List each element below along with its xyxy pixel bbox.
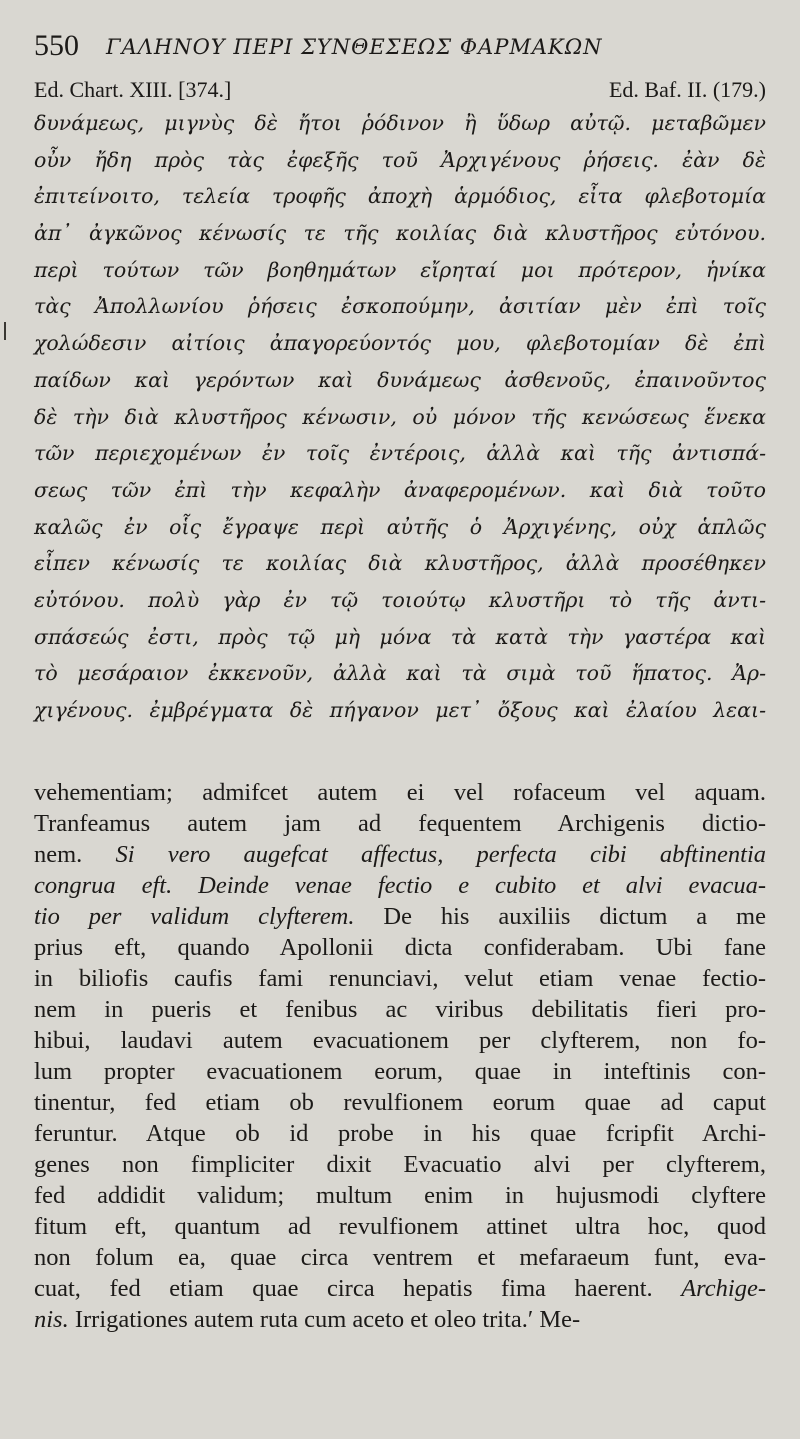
greek-line: εἶπεν κένωσίς τε κοιλίας διὰ κλυστῆρος, ἀλλὰ προσέθηκεν (34, 551, 766, 576)
latin-italic-segment: Archige- (681, 1275, 766, 1302)
greek-line: σπάσεώς ἐστι, πρὸς τῷ μὴ μόνα τὰ κατὰ τὴν γαστέρα καὶ (34, 624, 766, 649)
greek-line: παίδων καὶ γερόντων καὶ δυνάμεως ἀσθενοῦς, ἐπαινοῦντος (34, 367, 766, 392)
edition-chartier: Ed. Chart. XIII. [374.] (34, 77, 232, 102)
latin-segment: De his auxiliis dictum a me (354, 903, 766, 930)
greek-line: τῶν περιεχομένων ἐν τοῖς ἐντέροις, ἀλλὰ καὶ τῆς ἀντισπά- (34, 441, 766, 466)
latin-italic-segment: tio per validum clyfterem. (34, 903, 355, 930)
latin-segment: nem in pueris et fenibus ac viribus debilitatis fieri pro- (34, 996, 766, 1023)
greek-line: χιγένους. ἐμβρέγματα δὲ πήγανον μετ᾽ ὄξους καὶ ἐλαίου λεαι- (34, 698, 766, 722)
latin-line (34, 1180, 766, 1211)
greek-line: τὰς Ἀπολλωνίου ῥήσεις ἐσκοπούμην, ἀσιτίαν μὲν ἐπὶ τοῖς (34, 294, 766, 319)
latin-segment: feruntur. Atque ob id probe in his quae fcripfit Archi- (34, 1120, 766, 1147)
latin-segment: hibui, laudavi autem evacuationem per clyfterem, non fo- (34, 1027, 766, 1054)
latin-line (34, 870, 766, 901)
latin-line (34, 1273, 766, 1304)
page-title: ΓΑΛΗΝΟΥ ΠΕΡΙ ΣΥΝΘΕΣΕΩΣ ΦΑΡΜΑΚΩΝ (106, 35, 603, 59)
latin-line (34, 932, 766, 963)
latin-segment: cuat, fed etiam quae circa hepatis fima haerent. (34, 1275, 682, 1302)
latin-line (34, 901, 766, 932)
latin-segment: lum propter evacuationem eorum, quae in inteftinis con- (34, 1058, 766, 1085)
latin-segment: fitum eft, quantum ad revulfionem attinet ultra hoc, quod (34, 1213, 766, 1240)
greek-line: καλῶς ἐν οἷς ἔγραψε περὶ αὐτῆς ὁ Ἀρχιγένης, οὐχ ἁπλῶς (34, 514, 766, 539)
running-head (34, 30, 774, 70)
latin-line (34, 839, 766, 870)
greek-line: περὶ τούτων τῶν βοηθημάτων εἴρηταί μοι πρότερον, ἡνίκα (34, 257, 766, 282)
latin-line (34, 808, 766, 839)
greek-text-block (34, 105, 766, 729)
page-number: 550 (34, 29, 79, 62)
latin-line (34, 1025, 766, 1056)
latin-segment: non folum ea, quae circa ventrem et mefaraeum funt, eva- (34, 1244, 766, 1271)
edition-line (34, 76, 766, 106)
latin-segment: vehementiam; admifcet autem ei vel rofaceum vel aquam. (34, 779, 766, 806)
greek-line: δὲ τὴν διὰ κλυστῆρος κένωσιν, οὐ μόνον τῆς κενώσεως ἕνεκα (34, 404, 766, 429)
latin-line (34, 1087, 766, 1118)
latin-text-block (34, 777, 766, 1335)
latin-line (34, 1118, 766, 1149)
edition-basel: Ed. Baf. II. (179.) (608, 77, 766, 102)
latin-segment: nem. (34, 841, 116, 868)
latin-segment: genes non fimpliciter dixit Evacuatio alvi per clyfterem, (34, 1151, 766, 1178)
latin-italic-segment: nis. (34, 1306, 69, 1333)
latin-segment: fed addidit validum; multum enim in hujusmodi clyftere (34, 1182, 766, 1209)
latin-italic-segment: congrua eft. Deinde venae fectio e cubito et alvi evacua- (34, 872, 766, 899)
greek-line: σεως τῶν ἐπὶ τὴν κεφαλὴν ἀναφερομένων. καὶ διὰ τοῦτο (34, 477, 766, 502)
greek-line: εὐτόνου. πολὺ γὰρ ἐν τῷ τοιούτῳ κλυστῆρι τὸ τῆς ἀντι- (34, 587, 766, 612)
margin-mark (4, 322, 6, 340)
latin-line (34, 1056, 766, 1087)
latin-line (34, 1304, 766, 1335)
latin-line (34, 963, 766, 994)
latin-segment: prius eft, quando Apollonii dicta confiderabam. Ubi fane (34, 934, 766, 961)
greek-line: χολώδεσιν αἰτίοις ἀπαγορεύοντός μου, φλεβοτομίαν δὲ ἐπὶ (34, 331, 766, 356)
greek-line: ἀπ᾽ ἀγκῶνος κένωσίς τε τῆς κοιλίας διὰ κλυστῆρος εὐτόνου. (34, 221, 766, 246)
latin-segment: Irrigationes autem ruta cum aceto et oleo trita.′ Me- (68, 1306, 581, 1333)
latin-segment: tinentur, fed etiam ob revulfionem eorum quae ad caput (34, 1089, 766, 1116)
latin-line (34, 1211, 766, 1242)
greek-line: ἐπιτείνοιτο, τελεία τροφῆς ἀποχὴ ἁρμόδιος, εἶτα φλεβοτομία (34, 184, 766, 209)
greek-line: οὖν ἤδη πρὸς τὰς ἐφεξῆς τοῦ Ἀρχιγένους ῥήσεις. ἐὰν δὲ (34, 147, 766, 172)
latin-segment: in biliofis caufis fami renunciavi, velut etiam venae fectio- (34, 965, 766, 992)
latin-segment: Tranfeamus autem jam ad fequentem Archigenis dictio- (34, 810, 766, 837)
latin-line (34, 1242, 766, 1273)
latin-line (34, 777, 766, 808)
latin-line (34, 1149, 766, 1180)
latin-line (34, 994, 766, 1025)
greek-line: τὸ μεσάραιον ἐκκενοῦν, ἀλλὰ καὶ τὰ σιμὰ τοῦ ἥπατος. Ἀρ- (34, 661, 766, 686)
greek-line: δυνάμεως, μιγνὺς δὲ ἤτοι ῥόδινον ἢ ὕδωρ αὐτῷ. μεταβῶμεν (34, 111, 766, 135)
latin-italic-segment: Si vero augefcat affectus, perfecta cibi abftinentia (115, 841, 767, 868)
